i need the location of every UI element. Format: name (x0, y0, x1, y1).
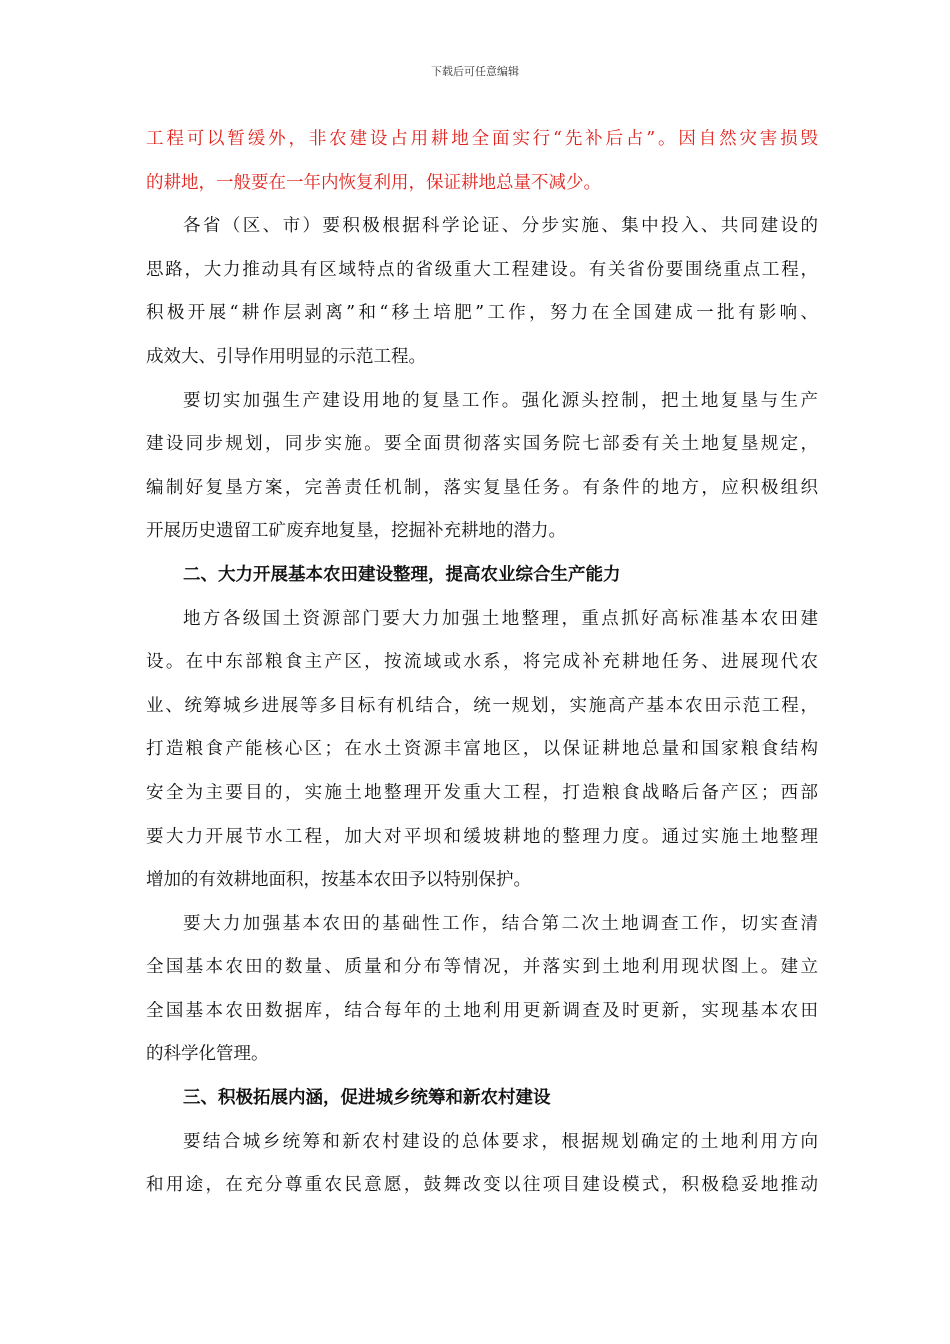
page-header: 下载后可任意编辑 (431, 65, 519, 78)
text-line: 打造粮食产能核心区；在水土资源丰富地区，以保证耕地总量和国家粮食结构 (146, 739, 818, 760)
text-line-red: 的耕地，一般要在一年内恢复利用，保证耕地总量不减少。 (146, 172, 601, 193)
paragraph-first-line: 各省（区、市）要积极根据科学论证、分步实施、集中投入、共同建设的 (183, 216, 818, 237)
paragraph-first-line: 地方各级国土资源部门要大力加强土地整理，重点抓好高标准基本农田建 (183, 608, 818, 629)
text-line: 全国基本农田的数量、质量和分布等情况，并落实到土地利用现状图上。建立 (146, 957, 818, 978)
text-line: 的科学化管理。 (146, 1044, 269, 1065)
text-line: 全国基本农田数据库，结合每年的土地利用更新调查及时更新，实现基本农田 (146, 1000, 818, 1021)
text-line: 积极开展“耕作层剥离”和“移土培肥”工作，努力在全国建成一批有影响、 (146, 303, 818, 324)
text-line: 思路，大力推动具有区域特点的省级重大工程建设。有关省份要围绕重点工程， (146, 259, 818, 280)
text-line: 建设同步规划，同步实施。要全面贯彻落实国务院七部委有关土地复垦规定， (146, 434, 818, 455)
text-line: 增加的有效耕地面积，按基本农田予以特别保护。 (146, 870, 531, 891)
document-body (146, 118, 818, 1208)
section-heading: 三、积极拓展内涵，促进城乡统筹和新农村建设 (183, 1088, 551, 1109)
text-line: 设。在中东部粮食主产区，按流域或水系，将完成补充耕地任务、进展现代农 (146, 652, 818, 673)
paragraph-first-line: 要大力加强基本农田的基础性工作，结合第二次土地调查工作，切实查清 (183, 913, 818, 934)
text-line: 开展历史遗留工矿废弃地复垦，挖掘补充耕地的潜力。 (146, 521, 566, 542)
paragraph-first-line: 要结合城乡统筹和新农村建设的总体要求，根据规划确定的土地利用方向 (183, 1131, 818, 1152)
text-line: 业、统筹城乡进展等多目标有机结合，统一规划，实施高产基本农田示范工程， (146, 695, 818, 716)
text-line: 要大力开展节水工程，加大对平坝和缓坡耕地的整理力度。通过实施土地整理 (146, 826, 818, 847)
text-line: 成效大、引导作用明显的示范工程。 (146, 346, 426, 367)
section-heading: 二、大力开展基本农田建设整理，提高农业综合生产能力 (183, 564, 621, 585)
paragraph-first-line: 要切实加强生产建设用地的复垦工作。强化源头控制，把土地复垦与生产 (183, 390, 818, 411)
text-line: 和用途，在充分尊重农民意愿，鼓舞改变以往项目建设模式，积极稳妥地推动 (146, 1175, 818, 1196)
text-line-red: 工程可以暂缓外，非农建设占用耕地全面实行“先补后占”。因自然灾害损毁 (146, 129, 818, 149)
text-line: 安全为主要目的，实施土地整理开发重大工程，打造粮食战略后备产区；西部 (146, 782, 818, 803)
text-line: 编制好复垦方案，完善责任机制，落实复垦任务。有条件的地方，应积极组织 (146, 477, 818, 498)
